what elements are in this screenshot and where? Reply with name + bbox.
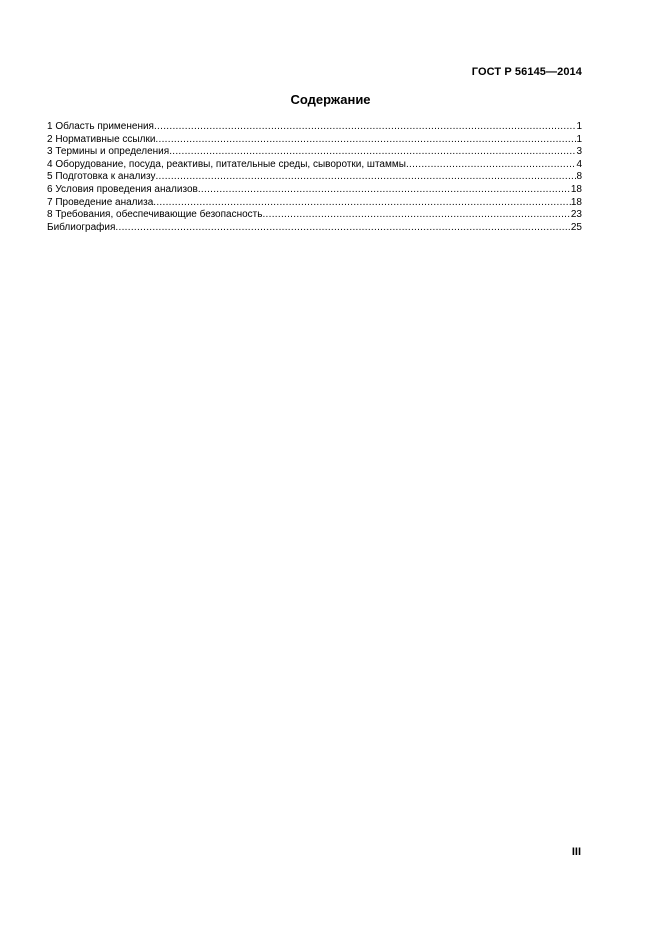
- toc-entry-page: 25: [570, 221, 582, 233]
- toc-entry-page: 18: [570, 196, 582, 208]
- toc-entry-scope[interactable]: [47, 121, 582, 134]
- toc-entry-normative-references[interactable]: [47, 134, 582, 147]
- toc-entry-page: 23: [570, 209, 582, 221]
- toc-entry-page: 18: [570, 183, 582, 195]
- toc-entry-label: 1 Область применения: [47, 121, 154, 132]
- toc-dot-leader: [169, 146, 576, 159]
- table-of-contents: [47, 121, 582, 234]
- toc-entry-label: 7 Проведение анализа: [47, 196, 154, 208]
- toc-entry-conditions[interactable]: [47, 184, 582, 197]
- toc-entry-equipment[interactable]: [47, 159, 582, 172]
- toc-entry-page: 1: [576, 133, 582, 145]
- toc-entry-terms-definitions[interactable]: [47, 146, 582, 159]
- toc-entry-preparation[interactable]: [47, 171, 582, 184]
- toc-dot-leader: [115, 222, 570, 235]
- toc-entry-page: 8: [576, 171, 582, 183]
- toc-entry-label: Библиография: [47, 221, 116, 233]
- toc-entry-label: 5 Подготовка к анализу: [47, 171, 156, 183]
- toc-entry-page: 3: [576, 146, 582, 158]
- toc-entry-page: 1: [576, 121, 582, 132]
- toc-entry-page: 4: [576, 158, 582, 170]
- toc-dot-leader: [155, 171, 576, 184]
- toc-dot-leader: [153, 197, 571, 210]
- toc-dot-leader: [262, 209, 570, 222]
- toc-entry-safety[interactable]: [47, 209, 582, 222]
- toc-entry-label: 4 Оборудование, посуда, реактивы, питательные среды, сыворотки, штаммы: [47, 158, 406, 170]
- toc-entry-bibliography[interactable]: [47, 222, 582, 235]
- toc-entry-label: 2 Нормативные ссылки: [47, 133, 156, 145]
- toc-entry-procedure[interactable]: [47, 197, 582, 210]
- toc-dot-leader: [406, 159, 577, 172]
- toc-entry-label: 8 Требования, обеспечивающие безопасность: [47, 209, 263, 221]
- document-code: ГОСТ Р 56145—2014: [471, 66, 582, 78]
- toc-title: Содержание: [290, 92, 371, 107]
- toc-entry-label: 3 Термины и определения: [47, 146, 170, 158]
- toc-dot-leader: [155, 134, 576, 147]
- toc-dot-leader: [198, 184, 571, 197]
- page-number: III: [571, 846, 581, 858]
- toc-entry-label: 6 Условия проведения анализов: [47, 183, 198, 195]
- toc-dot-leader: [154, 121, 576, 134]
